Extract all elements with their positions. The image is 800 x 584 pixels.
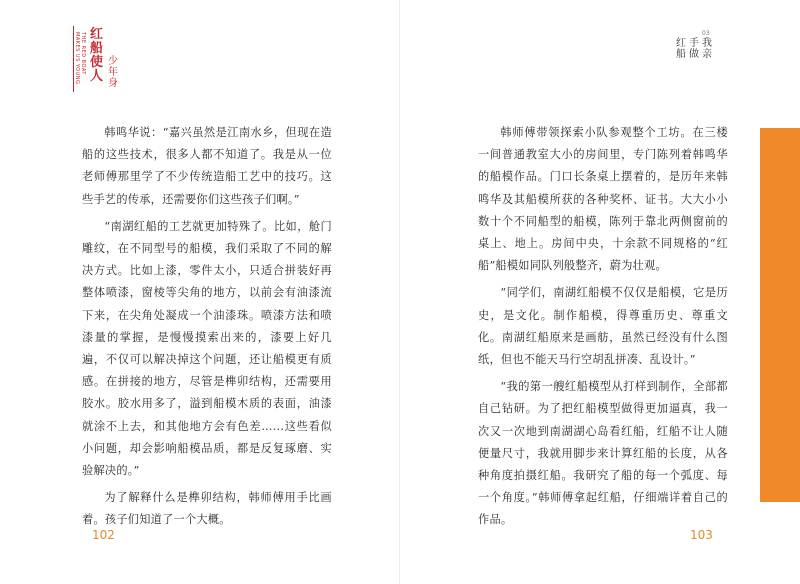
orange-edge-tab xyxy=(760,128,800,502)
chapter-number: 03 xyxy=(702,30,710,37)
chapter-title-line-3: 红船 xyxy=(676,38,686,60)
right-page xyxy=(400,0,800,584)
chapter-heading xyxy=(676,30,724,100)
paragraph: 韩鸣华说：“嘉兴虽然是江南水乡，但现在造船的这些技术，很多人都不知道了。我是从一位老师傅那里学了不少传统造船工艺中的技巧。这些手艺的传承，还需要你们这些孩子们啊。” xyxy=(82,126,332,206)
paragraph: 为了解释什么是榫卯结构，韩师傅用手比画着。孩子们知道了一个大概。 xyxy=(82,491,332,527)
book-title-english: THE RED BOAT MAKES US YOUNG xyxy=(74,32,86,85)
chapter-title-line-2: 手做 xyxy=(689,38,699,60)
left-body-text xyxy=(82,122,332,537)
paragraph: “南湖红船的工艺就更加特殊了。比如，舱门雕纹，在不同型号的船模，我们采取了不同的解决方式。比如上漆，零件太小，只适合拼装好再整体喷漆，窗棱等尖角的地方，以前会有油漆流下来，在尖角处凝成一个油漆珠。喷漆方法和喷漆量的掌握，是慢慢摸索出来的，漆要上好几遍，不仅可以解决掉这个问题，还让船模更有质感。在拼接的地方，尽管是榫卯结构，还需要用胶水。胶水用多了，溢到船模木质的表面，油漆就涂不上去，和其他地方会有色差……这些看似小问题，却会影响船模品质，都是反复琢磨、实验解决的。” xyxy=(82,219,332,478)
paragraph: 韩师傅带领探索小队参观整个工坊。在三楼一间普通教室大小的房间里，专门陈列着韩鸣华的船模作品。门口长条桌上摆着的，是历年来韩鸣华及其船模所获的各种奖杯、证书。大大小小数十个不同船型的船模，陈列于靠北两侧窗前的桌上、地上。房间中央，十余款不同规格的“红船”船模如同队列般整齐，蔚为壮观。 xyxy=(478,126,728,273)
page-number-left: 102 xyxy=(92,528,115,542)
book-title-main: 红船使人 xyxy=(90,27,104,84)
book-logo xyxy=(72,26,134,96)
paragraph: “我的第一艘红船模型从打样到制作，全部都自己钻研。为了把红船模型做得更加逼真，我一次又一次地到南湖湖心岛看红船，红船不让人随便量尺寸，我就用脚步来计算红船的长度，从各种角度拍摄红船。我研究了船的每一个弧度、每一个角度。”韩师傅拿起红船，仔细端详着自己的作品。 xyxy=(478,380,728,527)
book-title-sub: 少年身 xyxy=(108,56,118,89)
right-body-text xyxy=(478,122,728,537)
chapter-title-line-1: 我亲 xyxy=(702,38,712,60)
paragraph: “同学们，南湖红船模不仅仅是船模，它是历史，是文化。制作船模，得尊重历史、尊重文化。南湖红船原来是画舫，虽然已经没有什么图纸，但也不能天马行空胡乱拼凑、乱设计。” xyxy=(478,286,728,367)
page-number-right: 103 xyxy=(690,528,713,542)
